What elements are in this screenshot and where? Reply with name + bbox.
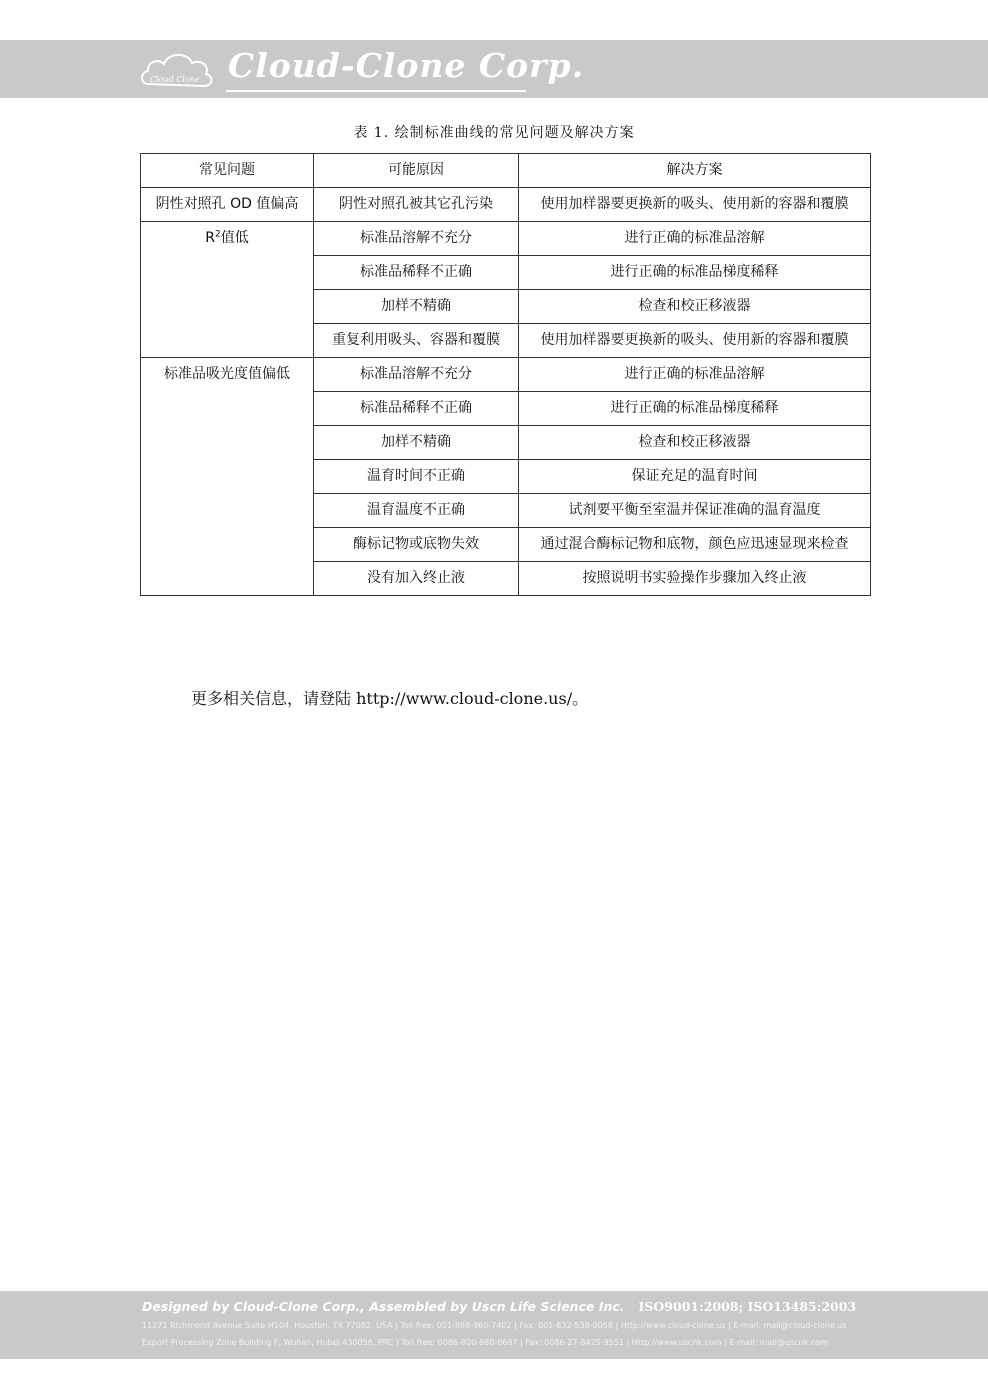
table-row xyxy=(141,188,871,222)
footer-line-3: Export Processing Zone Building F, Wuhan, Hubei 430056, PRC | Toll free: 0086-800-880-0687 | Fax: 0086-27-8425-9551 | Http://www.uscnk.com | E-mail: mail@uscnk.com xyxy=(142,1338,828,1347)
footer-line-2: 11271 Richmond Avenue Suite H104, Houston, TX 77082, USA | Toll free: 001-888-960-7402 | Fax: 001-832-538-0058 | Http://www.cloud-clone.us | E-mail: mail@cloud-clone.us xyxy=(142,1321,847,1330)
cause-cell: 阴性对照孔被其它孔污染 xyxy=(314,188,519,222)
cause-cell: 温育温度不正确 xyxy=(314,494,519,528)
solution-cell: 按照说明书实验操作步骤加入终止液 xyxy=(519,562,871,596)
problem-cell: 阴性对照孔 OD 值偏高 xyxy=(141,188,314,222)
cause-cell: 酶标记物或底物失效 xyxy=(314,528,519,562)
header-solution: 解决方案 xyxy=(519,154,871,188)
cause-cell: 重复利用吸头、容器和覆膜 xyxy=(314,324,519,358)
troubleshooting-table xyxy=(140,153,871,596)
brand-title: Cloud-Clone Corp. xyxy=(228,46,585,85)
solution-cell: 进行正确的标准品梯度稀释 xyxy=(519,392,871,426)
table-caption: 表 1. 绘制标准曲线的常见问题及解决方案 xyxy=(353,125,635,141)
header-problem: 常见问题 xyxy=(141,154,314,188)
table-row xyxy=(141,358,871,392)
solution-cell: 通过混合酶标记物和底物，颜色应迅速显现来检查 xyxy=(519,528,871,562)
header-cause: 可能原因 xyxy=(314,154,519,188)
solution-cell: 检查和校正移液器 xyxy=(519,290,871,324)
cause-cell: 标准品稀释不正确 xyxy=(314,256,519,290)
footer-band xyxy=(0,1291,988,1359)
more-info-text: 更多相关信息，请登陆 http://www.cloud-clone.us/。 xyxy=(191,689,589,708)
cause-cell: 标准品溶解不充分 xyxy=(314,358,519,392)
footer-iso: ISO9001:2008; ISO13485:2003 xyxy=(638,1299,857,1314)
solution-cell: 使用加样器要更换新的吸头、使用新的容器和覆膜 xyxy=(519,188,871,222)
solution-cell: 进行正确的标准品溶解 xyxy=(519,358,871,392)
solution-cell: 进行正确的标准品溶解 xyxy=(519,222,871,256)
footer-designed-by: Designed by Cloud-Clone Corp., Assembled by Uscn Life Science Inc. xyxy=(142,1299,625,1314)
solution-cell: 试剂要平衡至室温并保证准确的温育温度 xyxy=(519,494,871,528)
problem-r-rest: 值低 xyxy=(220,230,249,246)
solution-cell: 检查和校正移液器 xyxy=(519,426,871,460)
logo-text: Cloud Clone xyxy=(150,75,200,84)
table-header-row xyxy=(141,154,871,188)
footer-line-1 xyxy=(142,1299,856,1314)
solution-cell: 保证充足的温育时间 xyxy=(519,460,871,494)
problem-r-superscript: 2 xyxy=(215,229,221,240)
header-band xyxy=(0,40,988,98)
cause-cell: 标准品稀释不正确 xyxy=(314,392,519,426)
table-row xyxy=(141,222,871,256)
cause-cell: 加样不精确 xyxy=(314,426,519,460)
brand-underline xyxy=(226,90,526,92)
cause-cell: 没有加入终止液 xyxy=(314,562,519,596)
problem-r-letter: R xyxy=(205,230,215,246)
cause-cell: 温育时间不正确 xyxy=(314,460,519,494)
solution-cell: 使用加样器要更换新的吸头、使用新的容器和覆膜 xyxy=(519,324,871,358)
cause-cell: 标准品溶解不充分 xyxy=(314,222,519,256)
solution-cell: 进行正确的标准品梯度稀释 xyxy=(519,256,871,290)
cause-cell: 加样不精确 xyxy=(314,290,519,324)
problem-cell xyxy=(141,222,314,358)
cloud-logo-icon xyxy=(138,46,218,92)
problem-cell: 标准品吸光度值偏低 xyxy=(141,358,314,596)
